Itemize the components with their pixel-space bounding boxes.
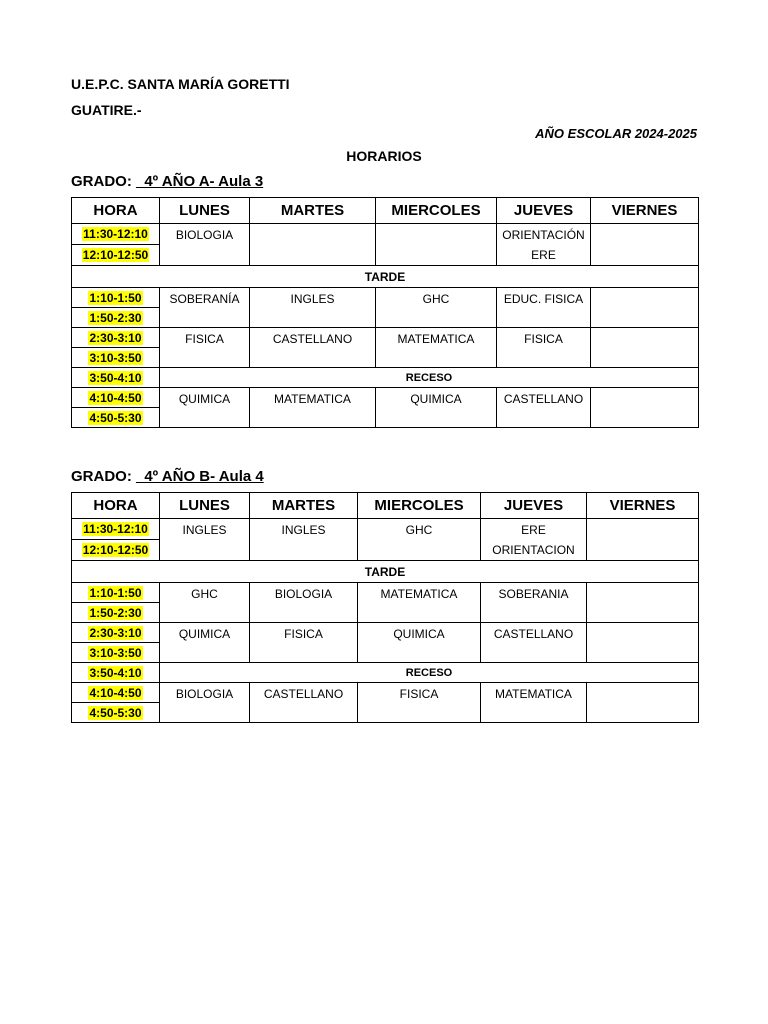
grade-b-heading [71,468,264,485]
subject-cell: SOBERANIA [481,583,587,623]
table-row [72,583,699,603]
subject-cell [591,288,699,328]
subject-line: ERE [521,523,546,537]
subject-line: ORIENTACION [492,543,575,557]
subject-cell: MATEMATICA [481,683,587,723]
city-name: GUATIRE.- [71,102,142,118]
subject-cell: GHC [376,288,497,328]
time-slot: 4:50-5:30 [72,703,160,723]
subject-cell: INGLES [250,519,358,561]
time-slot: 1:10-1:50 [72,288,160,308]
col-martes: MARTES [250,493,358,519]
time-slot: 1:10-1:50 [72,583,160,603]
tarde-row [72,561,699,583]
time-slot: 3:10-3:50 [72,643,160,663]
receso-label: RECESO [160,368,699,388]
subject-cell: FISICA [250,623,358,663]
time-slot: 4:50-5:30 [72,408,160,428]
time-slot: 4:10-4:50 [72,388,160,408]
subject-cell [587,623,699,663]
time-slot: 2:30-3:10 [72,328,160,348]
time-slot: 3:50-4:10 [72,663,160,683]
subject-cell [591,328,699,368]
subject-cell [591,388,699,428]
time-slot: 12:10-12:50 [72,540,160,561]
col-jueves: JUEVES [497,198,591,224]
table-row [72,519,699,540]
subject-cell: EDUC. FISICA [497,288,591,328]
subject-cell: MATEMATICA [250,388,376,428]
tarde-label: TARDE [72,561,699,583]
receso-row [72,663,699,683]
subject-cell: BIOLOGIA [160,683,250,723]
time-slot: 11:30-12:10 [72,519,160,540]
time-slot: 3:50-4:10 [72,368,160,388]
subject-cell [376,224,497,266]
subject-cell [587,583,699,623]
subject-cell [497,224,591,266]
col-miercoles: MIERCOLES [358,493,481,519]
subject-line: ERE [531,248,556,262]
subject-cell: QUIMICA [376,388,497,428]
subject-cell: MATEMATICA [376,328,497,368]
grade-label: GRADO: [71,173,136,190]
col-jueves: JUEVES [481,493,587,519]
time-slot: 2:30-3:10 [72,623,160,643]
time-slot: 11:30-12:10 [72,224,160,245]
col-lunes: LUNES [160,198,250,224]
time-slot: 1:50-2:30 [72,603,160,623]
subject-cell: CASTELLANO [250,683,358,723]
subject-cell: QUIMICA [160,388,250,428]
subject-cell [591,224,699,266]
col-miercoles: MIERCOLES [376,198,497,224]
tarde-row [72,266,699,288]
subject-cell [481,519,587,561]
table-row [72,683,699,703]
table-row [72,224,699,245]
subject-cell: FISICA [358,683,481,723]
receso-label: RECESO [160,663,699,683]
subject-cell [587,519,699,561]
col-lunes: LUNES [160,493,250,519]
col-hora: HORA [72,198,160,224]
col-hora: HORA [72,493,160,519]
subject-cell: FISICA [497,328,591,368]
time-slot: 12:10-12:50 [72,245,160,266]
time-slot: 3:10-3:50 [72,348,160,368]
subject-cell: BIOLOGIA [250,583,358,623]
grade-name: _4º AÑO A- Aula 3 [136,173,264,190]
subject-cell: CASTELLANO [250,328,376,368]
table-header-row [72,198,699,224]
schedule-table-grade-b [71,492,699,723]
table-row [72,288,699,308]
subject-cell: INGLES [250,288,376,328]
subject-cell: SOBERANÍA [160,288,250,328]
subject-cell [587,683,699,723]
subject-cell: CASTELLANO [497,388,591,428]
table-row [72,623,699,643]
time-slot: 4:10-4:50 [72,683,160,703]
subject-cell: FISICA [160,328,250,368]
subject-cell: GHC [358,519,481,561]
table-row [72,328,699,348]
subject-cell: QUIMICA [160,623,250,663]
subject-cell: BIOLOGIA [160,224,250,266]
subject-cell: CASTELLANO [481,623,587,663]
subject-line: ORIENTACIÓN [502,228,585,242]
school-name: U.E.P.C. SANTA MARÍA GORETTI [71,76,290,92]
col-viernes: VIERNES [591,198,699,224]
subject-cell: QUIMICA [358,623,481,663]
school-year: AÑO ESCOLAR 2024-2025 [535,126,697,141]
subject-cell [250,224,376,266]
tarde-label: TARDE [72,266,699,288]
table-row [72,388,699,408]
grade-name: _4º AÑO B- Aula 4 [136,468,264,485]
subject-cell: INGLES [160,519,250,561]
subject-cell: MATEMATICA [358,583,481,623]
time-slot: 1:50-2:30 [72,308,160,328]
grade-label: GRADO: [71,468,136,485]
schedule-table-grade-a [71,197,699,428]
subject-cell: GHC [160,583,250,623]
table-header-row [72,493,699,519]
receso-row [72,368,699,388]
page-title: HORARIOS [346,148,422,164]
grade-a-heading [71,173,263,190]
col-martes: MARTES [250,198,376,224]
col-viernes: VIERNES [587,493,699,519]
